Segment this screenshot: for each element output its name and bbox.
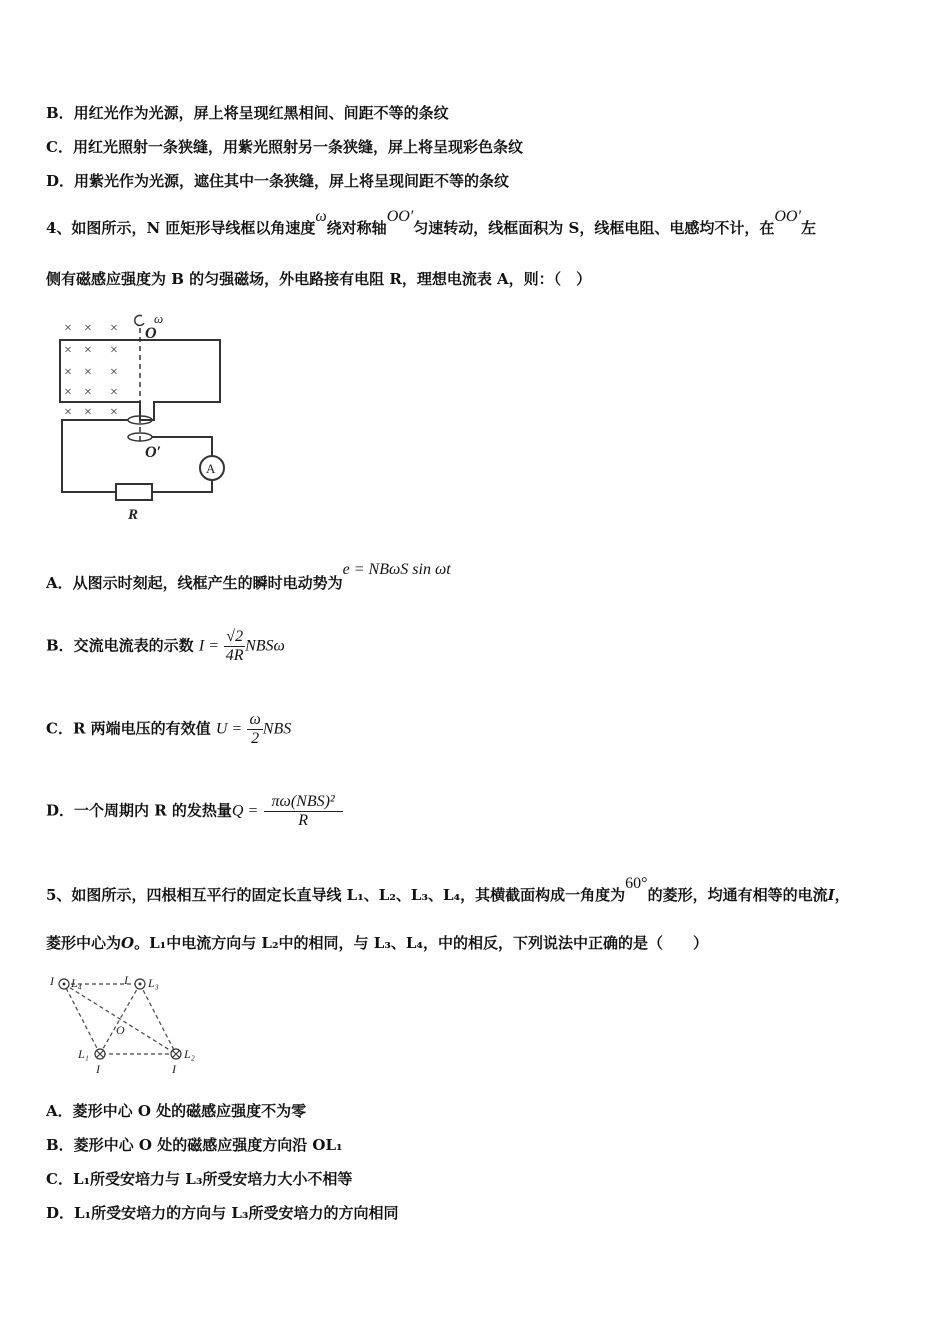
q4-circuit-figure	[44, 310, 234, 525]
q3-option-d: D．用紫光作为光源，遮住其中一条狭缝，屏上将呈现间距不等的条纹	[46, 172, 510, 190]
field-mark: ×	[64, 321, 72, 336]
o-label: O	[145, 325, 157, 342]
q4-option-c-fraction: $\frac{\omega}{2}$	[249, 711, 261, 747]
center-o-label: O	[116, 1023, 125, 1037]
l4-label: L₄	[71, 976, 82, 990]
magnetic-field-marks	[64, 321, 118, 420]
q5-option-a: A．菱形中心 O 处的磁感应强度不为零	[46, 1102, 307, 1120]
field-mark: ×	[84, 385, 92, 400]
l3-label: L₃	[148, 976, 159, 990]
field-mark: ×	[64, 385, 72, 400]
q5-rhombus-figure	[44, 968, 214, 1080]
l1-label: L₁	[78, 1047, 89, 1061]
q5-option-b: B．菱形中心 O 处的磁感应强度方向沿 OL₁	[46, 1136, 343, 1154]
l1-current-label: I	[96, 1062, 100, 1076]
external-wire-left	[62, 420, 128, 492]
q4-option-a: A．从图示时刻起，线框产生的瞬时电动势为e = NBωS sin ωt	[46, 561, 451, 592]
omega-label: ω	[154, 311, 164, 326]
q5-option-d: D．L₁所受安培力的方向与 L₃所受安培力的方向相同	[46, 1204, 399, 1222]
external-wire-bottom	[152, 480, 212, 492]
q4-option-b-fraction: $\frac{√2}{4R}$	[225, 628, 244, 664]
rhombus-lines	[64, 984, 176, 1054]
q4-option-d-fraction: $\frac{\text{πω(NBS)²}}{R}$	[264, 793, 343, 830]
field-mark: ×	[84, 343, 92, 358]
field-mark: ×	[110, 343, 118, 358]
field-mark: ×	[64, 405, 72, 420]
q5-stem-line2: 菱形中心为O。L₁中电流方向与 L₂中的相同，与 L₃、L₄，中的相反，下列说法中正确的是（ ）	[46, 934, 709, 952]
q5-option-c: C．L₁所受安培力与 L₃所受安培力大小不相等	[46, 1170, 353, 1188]
field-mark: ×	[110, 405, 118, 420]
rotation-arrow-icon	[135, 315, 144, 325]
q3-option-b: B．用红光作为光源，屏上将呈现红黑相间、间距不等的条纹	[46, 104, 449, 122]
q4-option-c: C．R 两端电压的有效值 U = $\frac{\omega}{2}$ NBS	[46, 711, 292, 747]
q4-stem-line2: 侧有磁感应强度为 B 的匀强磁场，外电路接有电阻 R，理想电流表 A，则：（ ）	[46, 270, 592, 288]
q3-option-c: C．用红光照射一条狭缝，用紫光照射另一条狭缝，屏上将呈现彩色条纹	[46, 138, 523, 156]
l2-label: L₂	[184, 1047, 195, 1061]
field-mark: ×	[84, 321, 92, 336]
resistor	[116, 484, 152, 500]
l3-current-label: I	[124, 973, 128, 987]
field-mark: ×	[110, 365, 118, 380]
q4-option-d: D．一个周期内 R 的发热量Q = $\frac{\text{πω(NBS)²}}{R}$	[46, 793, 343, 830]
q4-stem-line1: 4、如图所示，N 匝矩形导线框以角速度ω绕对称轴OO′匀速转动，线框面积为 S，线框电阻、电感均不计，在OO′左	[46, 208, 816, 237]
field-mark: ×	[84, 365, 92, 380]
field-mark: ×	[64, 343, 72, 358]
q4-option-b: B．交流电流表的示数 I = $\frac{√2}{4R}$ NBSω	[46, 628, 285, 664]
q5-stem-line1: 5、如图所示，四根相互平行的固定长直导线 L₁、L₂、L₃、L₄，其横截面构成一角度为60°的菱形，均通有相等的电流I，	[46, 875, 850, 904]
l4-current-label: I	[50, 974, 54, 988]
ammeter-label: A	[206, 461, 216, 476]
field-mark: ×	[110, 385, 118, 400]
field-mark: ×	[84, 405, 92, 420]
l2-current-label: I	[172, 1062, 176, 1076]
q4-option-a-formula: e = NBωS sin ωt	[342, 561, 451, 578]
field-mark: ×	[64, 365, 72, 380]
o-prime-label: O′	[145, 444, 162, 461]
field-mark: ×	[110, 321, 118, 336]
resistor-label: R	[128, 507, 139, 523]
